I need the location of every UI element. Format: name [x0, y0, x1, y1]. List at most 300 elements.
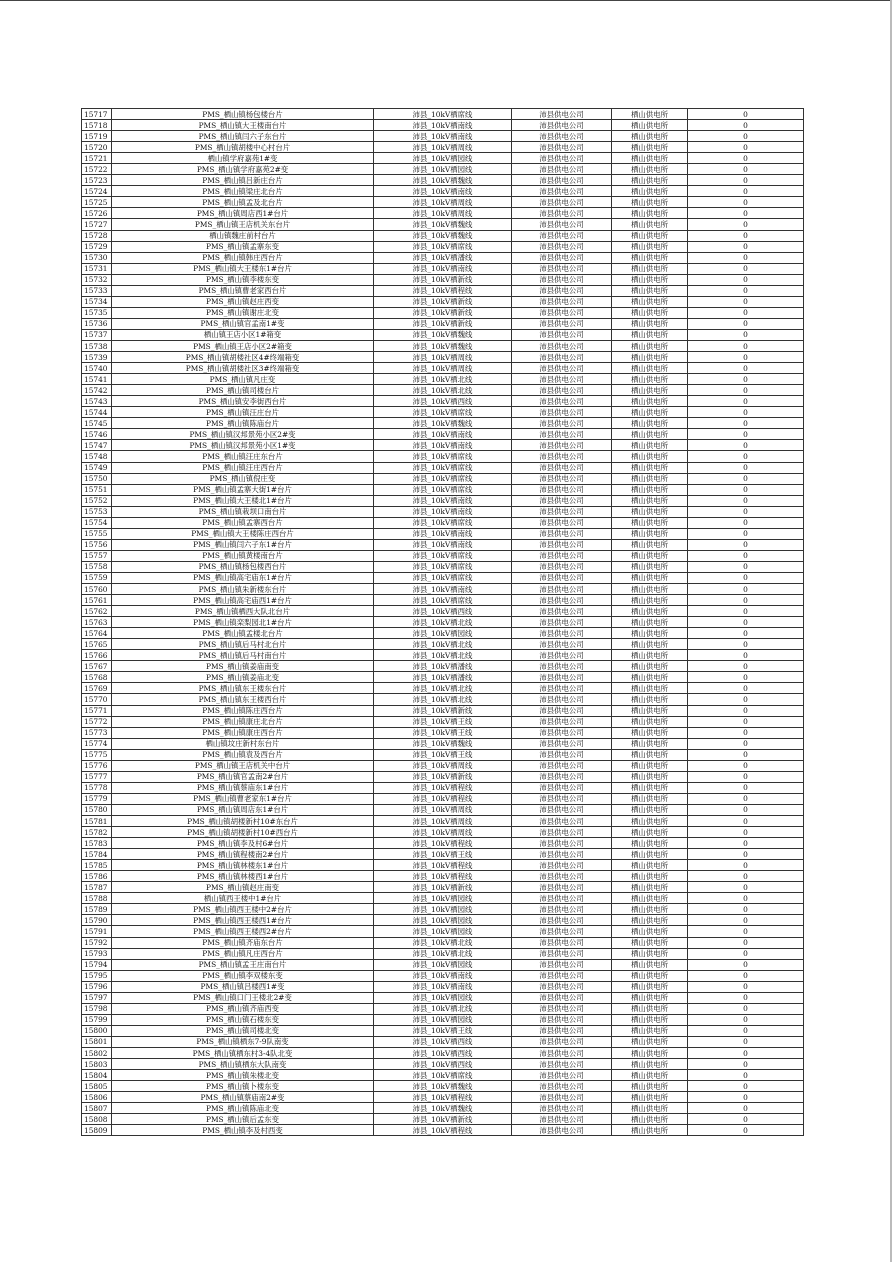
company-cell: 沛县供电公司 — [512, 230, 612, 241]
substation-office-cell: 栖山供电所 — [612, 727, 688, 738]
value-cell: 0 — [688, 164, 804, 175]
row-id-cell: 15751 — [82, 484, 112, 495]
table-row — [82, 661, 804, 672]
value-cell: 0 — [688, 296, 804, 307]
value-cell: 0 — [688, 274, 804, 285]
row-id-cell: 15767 — [82, 661, 112, 672]
row-id-cell: 15719 — [82, 131, 112, 142]
substation-office-cell: 栖山供电所 — [612, 208, 688, 219]
company-cell: 沛县供电公司 — [512, 252, 612, 263]
value-cell: 0 — [688, 882, 804, 893]
company-cell: 沛县供电公司 — [512, 164, 612, 175]
substation-office-cell: 栖山供电所 — [612, 506, 688, 517]
company-cell: 沛县供电公司 — [512, 860, 612, 871]
table-row — [82, 285, 804, 296]
substation-office-cell: 栖山供电所 — [612, 374, 688, 385]
row-id-cell: 15730 — [82, 252, 112, 263]
station-name-cell: PMS_栖山镇汉邦景苑小区2#变 — [112, 429, 374, 440]
substation-office-cell: 栖山供电所 — [612, 782, 688, 793]
table-row — [82, 142, 804, 153]
feeder-line-cell: 沛县_10kV栖席线 — [374, 484, 512, 495]
row-id-cell: 15724 — [82, 186, 112, 197]
substation-office-cell: 栖山供电所 — [612, 429, 688, 440]
station-name-cell: PMS_栖山镇梁庄北台片 — [112, 186, 374, 197]
feeder-line-cell: 沛县_10kV栖席线 — [374, 595, 512, 606]
substation-office-cell: 栖山供电所 — [612, 926, 688, 937]
station-name-cell: PMS_栖山镇黄楼南台片 — [112, 550, 374, 561]
row-id-cell: 15745 — [82, 418, 112, 429]
feeder-line-cell: 沛县_10kV栖席线 — [374, 1070, 512, 1081]
substation-office-cell: 栖山供电所 — [612, 528, 688, 539]
company-cell: 沛县供电公司 — [512, 175, 612, 186]
feeder-line-cell: 沛县_10kV栖周线 — [374, 363, 512, 374]
row-id-cell: 15802 — [82, 1047, 112, 1058]
company-cell: 沛县供电公司 — [512, 749, 612, 760]
substation-office-cell: 栖山供电所 — [612, 981, 688, 992]
company-cell: 沛县供电公司 — [512, 1070, 612, 1081]
company-cell: 沛县供电公司 — [512, 1047, 612, 1058]
feeder-line-cell: 沛县_10kV栖程线 — [374, 860, 512, 871]
row-id-cell: 15731 — [82, 263, 112, 274]
station-name-cell: PMS_栖山镇东王楼东台片 — [112, 683, 374, 694]
table-row — [82, 639, 804, 650]
table-row — [82, 296, 804, 307]
table-row — [82, 1081, 804, 1092]
station-name-cell: PMS_栖山镇李楼东变 — [112, 274, 374, 285]
value-cell: 0 — [688, 1070, 804, 1081]
row-id-cell: 15759 — [82, 572, 112, 583]
station-name-cell: PMS_栖山镇陈庙台片 — [112, 418, 374, 429]
table-row — [82, 528, 804, 539]
row-id-cell: 15809 — [82, 1125, 112, 1136]
table-row — [82, 131, 804, 142]
station-name-cell: PMS_栖山镇后马村南台片 — [112, 650, 374, 661]
feeder-line-cell: 沛县_10kV栖魏线 — [374, 329, 512, 340]
row-id-cell: 15778 — [82, 782, 112, 793]
row-id-cell: 15795 — [82, 970, 112, 981]
feeder-line-cell: 沛县_10kV栖程线 — [374, 285, 512, 296]
company-cell: 沛县供电公司 — [512, 683, 612, 694]
substation-office-cell: 栖山供电所 — [612, 1025, 688, 1036]
feeder-line-cell: 沛县_10kV栖魏线 — [374, 340, 512, 351]
station-name-cell: PMS_栖山镇西王楼西1#台片 — [112, 915, 374, 926]
value-cell: 0 — [688, 131, 804, 142]
row-id-cell: 15766 — [82, 650, 112, 661]
row-id-cell: 15733 — [82, 285, 112, 296]
substation-office-cell: 栖山供电所 — [612, 252, 688, 263]
table-row — [82, 1070, 804, 1081]
value-cell: 0 — [688, 340, 804, 351]
row-id-cell: 15754 — [82, 517, 112, 528]
feeder-line-cell: 沛县_10kV栖周线 — [374, 760, 512, 771]
station-name-cell: PMS_栖山镇大王楼陈庄西台片 — [112, 528, 374, 539]
company-cell: 沛县供电公司 — [512, 782, 612, 793]
feeder-line-cell: 沛县_10kV栖北线 — [374, 374, 512, 385]
company-cell: 沛县供电公司 — [512, 528, 612, 539]
row-id-cell: 15771 — [82, 705, 112, 716]
value-cell: 0 — [688, 1047, 804, 1058]
row-id-cell: 15746 — [82, 429, 112, 440]
substation-office-cell: 栖山供电所 — [612, 793, 688, 804]
table-row — [82, 175, 804, 186]
value-cell: 0 — [688, 782, 804, 793]
table-row — [82, 539, 804, 550]
table-row — [82, 517, 804, 528]
company-cell: 沛县供电公司 — [512, 1103, 612, 1114]
row-id-cell: 15728 — [82, 230, 112, 241]
substation-office-cell: 栖山供电所 — [612, 771, 688, 782]
station-name-cell: PMS_栖山镇闫六子东台片 — [112, 131, 374, 142]
feeder-line-cell: 沛县_10kV栖西线 — [374, 396, 512, 407]
feeder-line-cell: 沛县_10kV栖南线 — [374, 429, 512, 440]
station-name-cell: PMS_栖山镇后马村北台片 — [112, 639, 374, 650]
table-row — [82, 263, 804, 274]
row-id-cell: 15761 — [82, 595, 112, 606]
feeder-line-cell: 沛县_10kV栖北线 — [374, 694, 512, 705]
feeder-line-cell: 沛县_10kV栖席线 — [374, 561, 512, 572]
value-cell: 0 — [688, 517, 804, 528]
station-name-cell: PMS_栖山镇司楼北变 — [112, 1025, 374, 1036]
feeder-line-cell: 沛县_10kV栖园线 — [374, 992, 512, 1003]
row-id-cell: 15798 — [82, 1003, 112, 1014]
company-cell: 沛县供电公司 — [512, 440, 612, 451]
company-cell: 沛县供电公司 — [512, 937, 612, 948]
station-name-cell: PMS_栖山镇汪庄西台片 — [112, 462, 374, 473]
substation-office-cell: 栖山供电所 — [612, 959, 688, 970]
station-name-cell: PMS_栖山镇姜庙北变 — [112, 672, 374, 683]
company-cell: 沛县供电公司 — [512, 838, 612, 849]
value-cell: 0 — [688, 153, 804, 164]
row-id-cell: 15768 — [82, 672, 112, 683]
value-cell: 0 — [688, 175, 804, 186]
table-body — [82, 109, 804, 1136]
row-id-cell: 15732 — [82, 274, 112, 285]
substation-office-cell: 栖山供电所 — [612, 484, 688, 495]
substation-office-cell: 栖山供电所 — [612, 992, 688, 1003]
feeder-line-cell: 沛县_10kV栖南线 — [374, 528, 512, 539]
company-cell: 沛县供电公司 — [512, 385, 612, 396]
station-name-cell: PMS_栖山镇大王楼东1#台片 — [112, 263, 374, 274]
row-id-cell: 15739 — [82, 352, 112, 363]
value-cell: 0 — [688, 363, 804, 374]
feeder-line-cell: 沛县_10kV栖园线 — [374, 893, 512, 904]
substation-office-cell: 栖山供电所 — [612, 451, 688, 462]
feeder-line-cell: 沛县_10kV栖周线 — [374, 197, 512, 208]
table-row — [82, 981, 804, 992]
company-cell: 沛县供电公司 — [512, 871, 612, 882]
substation-office-cell: 栖山供电所 — [612, 1114, 688, 1125]
table-row — [82, 440, 804, 451]
station-name-cell: PMS_栖山镇周店西1#台片 — [112, 208, 374, 219]
feeder-line-cell: 沛县_10kV栖新线 — [374, 882, 512, 893]
row-id-cell: 15744 — [82, 407, 112, 418]
feeder-line-cell: 沛县_10kV栖南线 — [374, 263, 512, 274]
station-name-cell: PMS_栖山镇孟王庄南台片 — [112, 959, 374, 970]
table-row — [82, 827, 804, 838]
feeder-line-cell: 沛县_10kV栖魏线 — [374, 418, 512, 429]
row-id-cell: 15804 — [82, 1070, 112, 1081]
value-cell: 0 — [688, 561, 804, 572]
row-id-cell: 15722 — [82, 164, 112, 175]
value-cell: 0 — [688, 352, 804, 363]
feeder-line-cell: 沛县_10kV栖王线 — [374, 1025, 512, 1036]
company-cell: 沛县供电公司 — [512, 1081, 612, 1092]
substation-office-cell: 栖山供电所 — [612, 1103, 688, 1114]
feeder-line-cell: 沛县_10kV栖北线 — [374, 639, 512, 650]
company-cell: 沛县供电公司 — [512, 1125, 612, 1136]
feeder-line-cell: 沛县_10kV栖北线 — [374, 937, 512, 948]
feeder-line-cell: 沛县_10kV栖魏线 — [374, 219, 512, 230]
row-id-cell: 15727 — [82, 219, 112, 230]
feeder-line-cell: 沛县_10kV栖魏线 — [374, 738, 512, 749]
feeder-line-cell: 沛县_10kV栖西线 — [374, 1059, 512, 1070]
company-cell: 沛县供电公司 — [512, 396, 612, 407]
station-name-cell: PMS_栖山镇孟寨西台片 — [112, 517, 374, 528]
substation-office-cell: 栖山供电所 — [612, 318, 688, 329]
row-id-cell: 15738 — [82, 340, 112, 351]
row-id-cell: 15793 — [82, 948, 112, 959]
row-id-cell: 15784 — [82, 849, 112, 860]
company-cell: 沛县供电公司 — [512, 639, 612, 650]
table-row — [82, 628, 804, 639]
feeder-line-cell: 沛县_10kV栖园线 — [374, 164, 512, 175]
table-row — [82, 495, 804, 506]
value-cell: 0 — [688, 816, 804, 827]
station-name-cell: PMS_栖山镇林楼东1#台片 — [112, 860, 374, 871]
row-id-cell: 15720 — [82, 142, 112, 153]
company-cell: 沛县供电公司 — [512, 1092, 612, 1103]
substation-office-cell: 栖山供电所 — [612, 738, 688, 749]
row-id-cell: 15776 — [82, 760, 112, 771]
substation-office-cell: 栖山供电所 — [612, 838, 688, 849]
row-id-cell: 15808 — [82, 1114, 112, 1125]
row-id-cell: 15782 — [82, 827, 112, 838]
station-name-cell: PMS_栖山镇栖西大队北台片 — [112, 606, 374, 617]
substation-office-cell: 栖山供电所 — [612, 617, 688, 628]
value-cell: 0 — [688, 860, 804, 871]
feeder-line-cell: 沛县_10kV栖程线 — [374, 1092, 512, 1103]
substation-office-cell: 栖山供电所 — [612, 186, 688, 197]
value-cell: 0 — [688, 462, 804, 473]
table-row — [82, 429, 804, 440]
row-id-cell: 15721 — [82, 153, 112, 164]
substation-office-cell: 栖山供电所 — [612, 1059, 688, 1070]
company-cell: 沛县供电公司 — [512, 484, 612, 495]
company-cell: 沛县供电公司 — [512, 131, 612, 142]
station-name-cell: PMS_栖山镇李双楼东变 — [112, 970, 374, 981]
table-row — [82, 385, 804, 396]
substation-office-cell: 栖山供电所 — [612, 175, 688, 186]
company-cell: 沛县供电公司 — [512, 926, 612, 937]
value-cell: 0 — [688, 142, 804, 153]
station-name-cell: PMS_栖山镇胡楼新村10#东台片 — [112, 816, 374, 827]
substation-office-cell: 栖山供电所 — [612, 329, 688, 340]
company-cell: 沛县供电公司 — [512, 1114, 612, 1125]
value-cell: 0 — [688, 937, 804, 948]
value-cell: 0 — [688, 197, 804, 208]
table-row — [82, 882, 804, 893]
value-cell: 0 — [688, 219, 804, 230]
table-row — [82, 451, 804, 462]
feeder-line-cell: 沛县_10kV栖园线 — [374, 628, 512, 639]
substation-office-cell: 栖山供电所 — [612, 197, 688, 208]
value-cell: 0 — [688, 838, 804, 849]
row-id-cell: 15801 — [82, 1036, 112, 1047]
company-cell: 沛县供电公司 — [512, 462, 612, 473]
table-row — [82, 329, 804, 340]
substation-office-cell: 栖山供电所 — [612, 440, 688, 451]
feeder-line-cell: 沛县_10kV栖园线 — [374, 153, 512, 164]
substation-office-cell: 栖山供电所 — [612, 606, 688, 617]
feeder-line-cell: 沛县_10kV栖席线 — [374, 550, 512, 561]
substation-office-cell: 栖山供电所 — [612, 462, 688, 473]
table-row — [82, 959, 804, 970]
row-id-cell: 15756 — [82, 539, 112, 550]
value-cell: 0 — [688, 793, 804, 804]
company-cell: 沛县供电公司 — [512, 650, 612, 661]
value-cell: 0 — [688, 716, 804, 727]
station-name-cell: PMS_栖山镇李及村6#台片 — [112, 838, 374, 849]
station-name-cell: PMS_栖山镇康庄西台片 — [112, 727, 374, 738]
station-name-cell: 栖山镇王店小区1#箱变 — [112, 329, 374, 340]
feeder-line-cell: 沛县_10kV栖园线 — [374, 1014, 512, 1025]
substation-office-cell: 栖山供电所 — [612, 120, 688, 131]
station-name-cell: PMS_栖山镇孟及北台片 — [112, 197, 374, 208]
substation-office-cell: 栖山供电所 — [612, 418, 688, 429]
value-cell: 0 — [688, 374, 804, 385]
station-name-cell: PMS_栖山镇陈庄西台片 — [112, 705, 374, 716]
table-row — [82, 970, 804, 981]
substation-office-cell: 栖山供电所 — [612, 970, 688, 981]
table-row — [82, 760, 804, 771]
company-cell: 沛县供电公司 — [512, 263, 612, 274]
table-row — [82, 340, 804, 351]
company-cell: 沛县供电公司 — [512, 429, 612, 440]
row-id-cell: 15723 — [82, 175, 112, 186]
company-cell: 沛县供电公司 — [512, 705, 612, 716]
table-row — [82, 1092, 804, 1103]
company-cell: 沛县供电公司 — [512, 274, 612, 285]
feeder-line-cell: 沛县_10kV栖南线 — [374, 506, 512, 517]
substation-office-cell: 栖山供电所 — [612, 230, 688, 241]
station-name-cell: PMS_栖山镇胡楼社区3#终端箱变 — [112, 363, 374, 374]
feeder-line-cell: 沛县_10kV栖新线 — [374, 771, 512, 782]
substation-office-cell: 栖山供电所 — [612, 683, 688, 694]
feeder-line-cell: 沛县_10kV栖园线 — [374, 959, 512, 970]
station-name-cell: PMS_栖山镇齐庙东台片 — [112, 937, 374, 948]
substation-office-cell: 栖山供电所 — [612, 109, 688, 120]
feeder-line-cell: 沛县_10kV栖南线 — [374, 186, 512, 197]
company-cell: 沛县供电公司 — [512, 672, 612, 683]
company-cell: 沛县供电公司 — [512, 374, 612, 385]
table-row — [82, 374, 804, 385]
value-cell: 0 — [688, 451, 804, 462]
row-id-cell: 15729 — [82, 241, 112, 252]
company-cell: 沛县供电公司 — [512, 849, 612, 860]
substation-office-cell: 栖山供电所 — [612, 340, 688, 351]
station-name-cell: PMS_栖山镇曹老家西台片 — [112, 285, 374, 296]
table-row — [82, 462, 804, 473]
table-row — [82, 1059, 804, 1070]
feeder-line-cell: 沛县_10kV栖园线 — [374, 926, 512, 937]
table-row — [82, 219, 804, 230]
station-name-cell: PMS_栖山镇汪庄东台片 — [112, 451, 374, 462]
row-id-cell: 15799 — [82, 1014, 112, 1025]
row-id-cell: 15752 — [82, 495, 112, 506]
company-cell: 沛县供电公司 — [512, 804, 612, 815]
value-cell: 0 — [688, 705, 804, 716]
company-cell: 沛县供电公司 — [512, 760, 612, 771]
station-name-cell: PMS_栖山镇凡庄变 — [112, 374, 374, 385]
company-cell: 沛县供电公司 — [512, 992, 612, 1003]
value-cell: 0 — [688, 727, 804, 738]
substation-office-cell: 栖山供电所 — [612, 893, 688, 904]
substation-office-cell: 栖山供电所 — [612, 716, 688, 727]
substation-office-cell: 栖山供电所 — [612, 849, 688, 860]
substation-office-cell: 栖山供电所 — [612, 1003, 688, 1014]
company-cell: 沛县供电公司 — [512, 572, 612, 583]
station-name-cell: PMS_栖山镇官孟南2#台片 — [112, 771, 374, 782]
row-id-cell: 15796 — [82, 981, 112, 992]
table-row — [82, 727, 804, 738]
row-id-cell: 15786 — [82, 871, 112, 882]
feeder-line-cell: 沛县_10kV栖席线 — [374, 407, 512, 418]
substation-office-cell: 栖山供电所 — [612, 628, 688, 639]
row-id-cell: 15777 — [82, 771, 112, 782]
feeder-line-cell: 沛县_10kV栖西线 — [374, 606, 512, 617]
table-row — [82, 109, 804, 120]
company-cell: 沛县供电公司 — [512, 307, 612, 318]
substation-office-cell: 栖山供电所 — [612, 307, 688, 318]
table-row — [82, 871, 804, 882]
feeder-line-cell: 沛县_10kV栖北线 — [374, 385, 512, 396]
table-row — [82, 860, 804, 871]
substation-office-cell: 栖山供电所 — [612, 705, 688, 716]
table-row — [82, 606, 804, 617]
row-id-cell: 15757 — [82, 550, 112, 561]
company-cell: 沛县供电公司 — [512, 539, 612, 550]
substation-office-cell: 栖山供电所 — [612, 948, 688, 959]
table-row — [82, 683, 804, 694]
feeder-line-cell: 沛县_10kV栖周线 — [374, 804, 512, 815]
company-cell: 沛县供电公司 — [512, 120, 612, 131]
station-name-cell: PMS_栖山镇程楼南2#台片 — [112, 849, 374, 860]
row-id-cell: 15763 — [82, 617, 112, 628]
table-row — [82, 937, 804, 948]
station-name-cell: PMS_栖山镇栖东村3-4队北变 — [112, 1047, 374, 1058]
row-id-cell: 15790 — [82, 915, 112, 926]
row-id-cell: 15736 — [82, 318, 112, 329]
table-row — [82, 915, 804, 926]
feeder-line-cell: 沛县_10kV栖席线 — [374, 462, 512, 473]
feeder-line-cell: 沛县_10kV栖北线 — [374, 683, 512, 694]
station-name-cell: PMS_栖山镇大王楼南台片 — [112, 120, 374, 131]
company-cell: 沛县供电公司 — [512, 893, 612, 904]
table-row — [82, 352, 804, 363]
company-cell: 沛县供电公司 — [512, 1059, 612, 1070]
row-id-cell: 15773 — [82, 727, 112, 738]
feeder-line-cell: 沛县_10kV栖南线 — [374, 131, 512, 142]
table-row — [82, 749, 804, 760]
substation-office-cell: 栖山供电所 — [612, 352, 688, 363]
value-cell: 0 — [688, 992, 804, 1003]
station-name-cell: PMS_栖山镇孟寨大街1#台片 — [112, 484, 374, 495]
table-row — [82, 473, 804, 484]
row-id-cell: 15726 — [82, 208, 112, 219]
substation-office-cell: 栖山供电所 — [612, 517, 688, 528]
station-name-cell: PMS_栖山镇西王楼中2#台片 — [112, 904, 374, 915]
feeder-line-cell: 沛县_10kV栖北线 — [374, 617, 512, 628]
